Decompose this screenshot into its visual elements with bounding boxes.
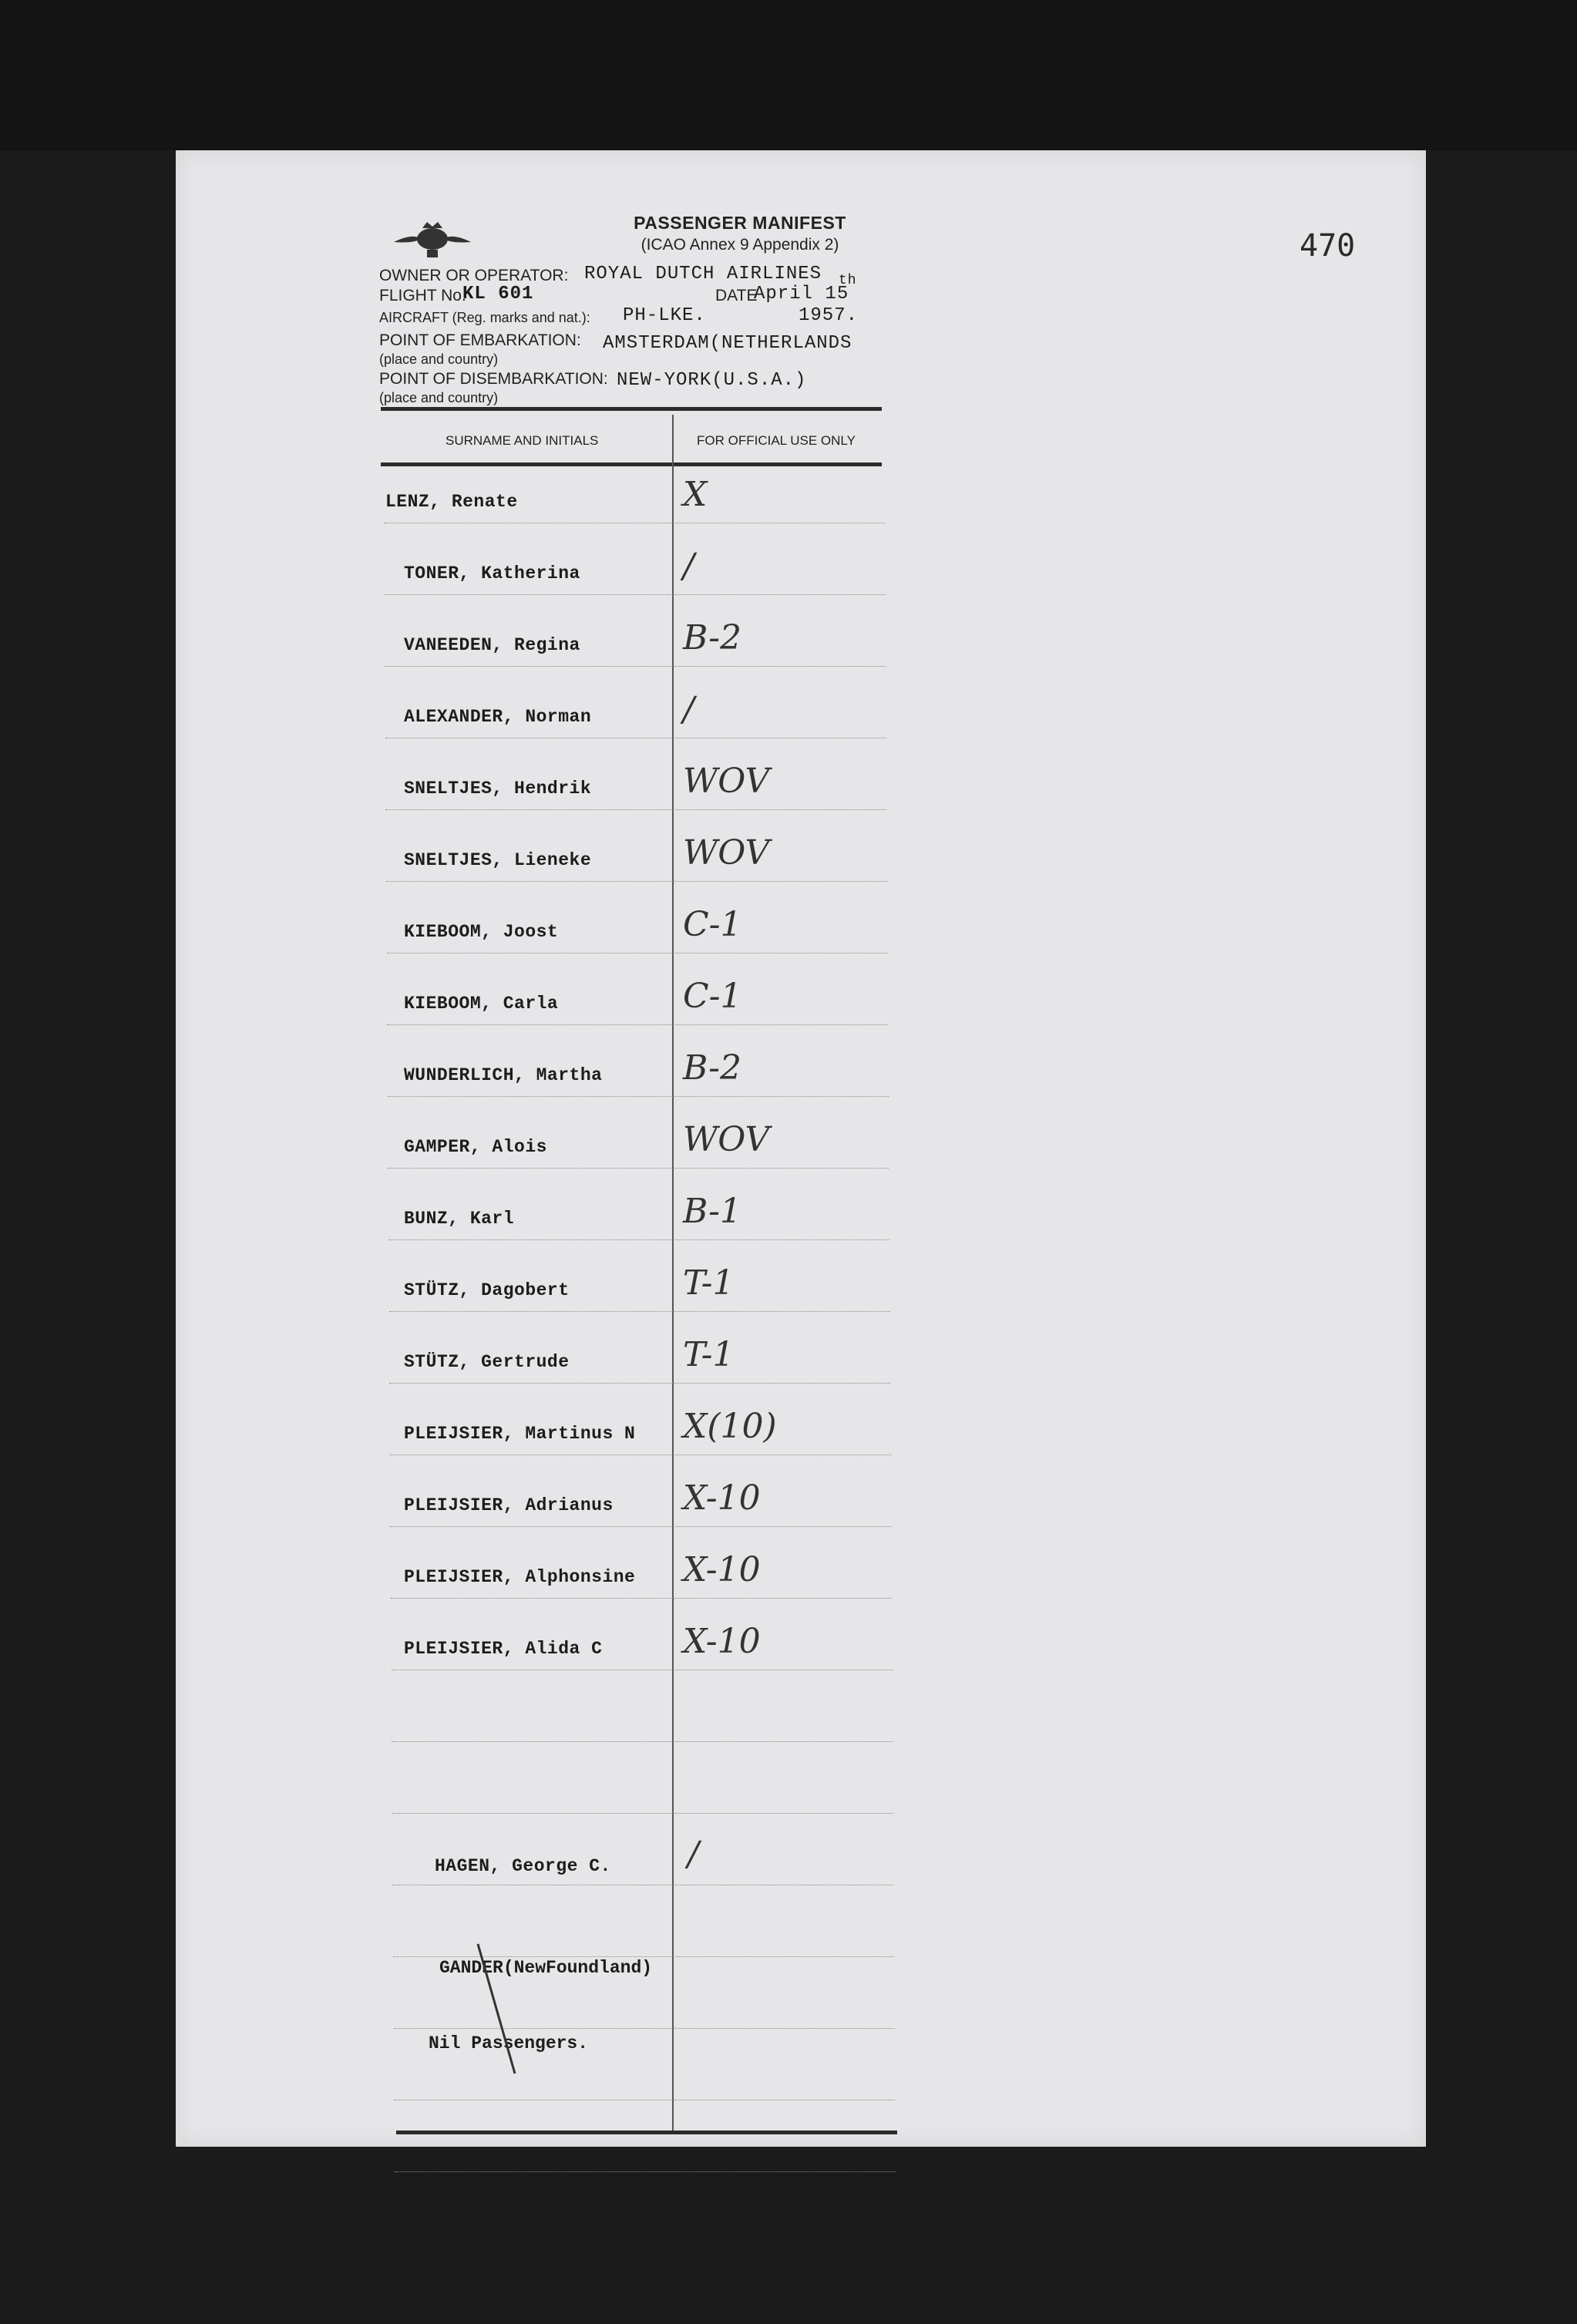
operator-label: OWNER OR OPERATOR: [379,267,569,284]
passenger-name: LENZ, Renate [385,492,518,512]
passenger-name: STÜTZ, Dagobert [404,1280,570,1300]
official-mark: X(10) [683,1407,777,1446]
passenger-name: SNELTJES, Hendrik [404,779,592,799]
passenger-name: ALEXANDER, Norman [404,707,592,727]
embarkation-sub: (place and country) [379,351,499,367]
embarkation-label: POINT OF EMBARKATION: [379,331,581,349]
extra-passenger-name: HAGEN, George C. [435,1856,611,1876]
passenger-name: PLEIJSIER, Alida C [404,1639,603,1659]
aircraft-value: PH-LKE. [623,305,706,326]
operator-value: ROYAL DUTCH AIRLINES [584,264,822,284]
stop-note-2: Nil Passengers. [429,2033,589,2053]
manifest-title: PASSENGER MANIFEST [634,213,846,233]
aircraft-label: AIRCRAFT (Reg. marks and nat.): [379,310,590,325]
passenger-name: BUNZ, Karl [404,1209,515,1229]
passenger-name: PLEIJSIER, Adrianus [404,1495,614,1515]
passenger-name: SNELTJES, Lieneke [404,850,592,870]
date-suffix: th [839,273,857,288]
official-mark: C-1 [683,977,742,1016]
disembarkation-value: NEW-YORK(U.S.A.) [617,370,807,391]
flight-label: FLIGHT No. [379,287,466,304]
passenger-name: PLEIJSIER, Martinus N [404,1424,636,1444]
passenger-name: STÜTZ, Gertrude [404,1352,570,1372]
date-value: April 15 [754,284,849,304]
col-header-official: FOR OFFICIAL USE ONLY [697,433,856,448]
stop-note: GANDER(NewFoundland) [439,1958,653,1978]
passenger-name: VANEEDEN, Regina [404,635,580,655]
official-mark: WOV [683,1120,770,1159]
official-mark: X-10 [683,1550,761,1589]
official-mark: B-2 [683,618,742,658]
official-mark: WOV [683,833,770,873]
passenger-name: KIEBOOM, Joost [404,922,559,942]
official-mark: X-10 [683,1478,761,1518]
extra-passenger-mark: / [688,1835,699,1874]
page-number: 470 [1300,228,1356,264]
year-value: 1957. [799,305,859,326]
passenger-name: TONER, Katherina [404,563,580,584]
passenger-name: WUNDERLICH, Martha [404,1065,603,1085]
disembarkation-label: POINT OF DISEMBARKATION: [379,370,608,388]
official-mark: WOV [683,762,770,801]
passenger-name: KIEBOOM, Carla [404,994,559,1014]
official-mark: / [683,690,694,729]
official-mark: X [683,475,708,514]
col-header-surname: SURNAME AND INITIALS [446,433,599,448]
manifest-subtitle: (ICAO Annex 9 Appendix 2) [641,236,839,254]
passenger-name: PLEIJSIER, Alphonsine [404,1567,636,1587]
passenger-name: GAMPER, Alois [404,1137,547,1157]
official-mark: T-1 [683,1263,735,1303]
official-mark: T-1 [683,1335,735,1374]
official-mark: B-2 [683,1048,742,1088]
embarkation-value: AMSTERDAM(NETHERLANDS [603,333,852,354]
flight-value: KL 601 [462,284,534,304]
date-label: DATE [715,287,758,304]
official-mark: B-1 [683,1192,742,1231]
disembarkation-sub: (place and country) [379,390,499,405]
official-mark: X-10 [683,1622,761,1661]
official-mark: / [683,547,694,586]
official-mark: C-1 [683,905,742,944]
